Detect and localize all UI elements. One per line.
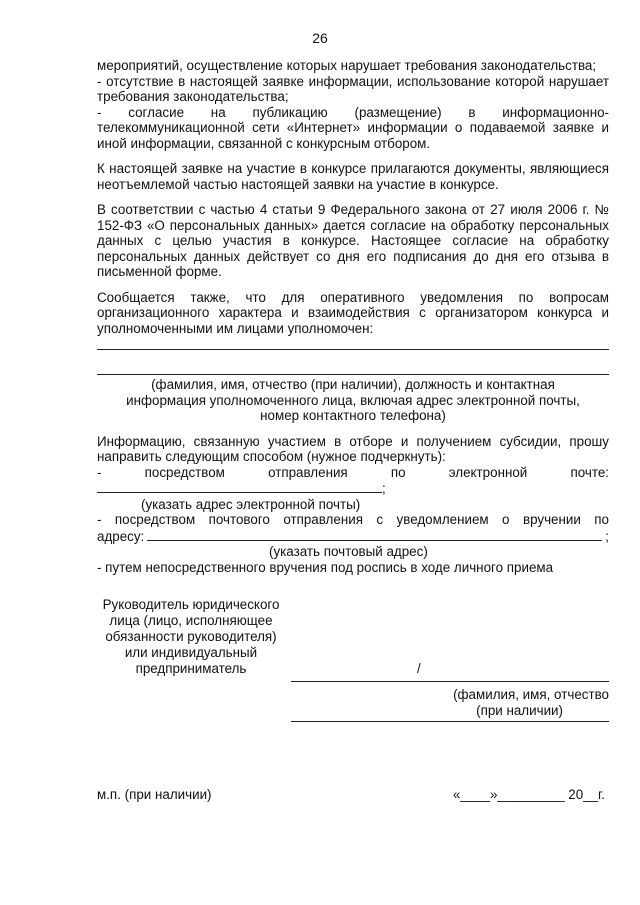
contact-fill-line-1[interactable]: [97, 349, 609, 350]
signature-bottom-line: [291, 721, 609, 722]
paragraph-attached-documents: К настоящей заявке на участие в конкурсе прилагаются документы, являющиеся неотъемлемой частью настоящей заявки на участие в конкурсе.: [97, 161, 609, 192]
post-semicolon: ;: [605, 528, 609, 544]
footer-row: [97, 787, 605, 802]
post-fill-row: [97, 528, 609, 545]
role-line: лица (лицо, исполняющее: [109, 613, 273, 628]
email-fill-row: [97, 480, 609, 497]
date-field[interactable]: «____»_________ 20__г.: [452, 787, 605, 802]
signature-name-caption: [291, 687, 609, 719]
signature-block: [97, 597, 609, 737]
page-number: 26: [312, 30, 328, 46]
paragraph-publication-consent: - согласие на публикацию (размещение) в информационно-телекоммуникационной сети «Интернет» информации о подаваемой заявке и иной информации, связанной с конкурсным отбором.: [97, 104, 609, 151]
paragraph-no-illegal-info: - отсутствие в настоящей заявке информации, использование которой нарушает требования законодательства;: [97, 73, 609, 104]
role-line: предприниматель: [135, 661, 247, 676]
paragraph-violations-cont: мероприятий, осуществление которых нарушает требования законодательства;: [97, 58, 597, 73]
signature-slash: /: [417, 661, 421, 676]
option-personal: - путем непосредственного вручения под роспись в ходе личного приема: [97, 559, 554, 575]
contact-fill-line-2[interactable]: [97, 374, 609, 375]
document-body: [97, 58, 609, 737]
name-caption-line: (фамилия, имя, отчество: [453, 687, 609, 702]
email-caption: (указать адрес электронной почты): [141, 496, 361, 512]
role-line: обязанности руководителя): [105, 629, 277, 644]
post-address-label: адресу:: [97, 528, 145, 544]
paragraph-delivery-method: Информацию, связанную участием в отборе и получением субсидии, прошу направить следующим способом (нужное подчеркнуть):: [97, 433, 609, 464]
paragraph-authorized-person: Сообщается также, что для оперативного уведомления по вопросам организационного характера и взаимодействия с организатором конкурса и уполномоченными им лицами уполномочен:: [97, 289, 609, 336]
email-semicolon: ;: [382, 481, 386, 496]
stamp-label: м.п. (при наличии): [97, 787, 212, 802]
signature-line[interactable]: [291, 681, 609, 682]
paragraph-personal-data-consent: В соответствии с частью 4 статьи 9 Федерального закона от 27 июля 2006 г. № 152-ФЗ «О персональных данных» дается согласие на обработку персональных данных с целью участия в конкурсе. Настоящее согласие на обработку персональных данных действует со дня его подписания до дня его отзыва в письменной форме.: [97, 202, 609, 279]
post-caption: (указать почтовый адрес): [269, 544, 428, 559]
role-line: или индивидуальный: [124, 645, 258, 660]
name-caption-line: (при наличии): [476, 703, 563, 718]
email-fill-line[interactable]: [97, 480, 382, 493]
role-line: Руководитель юридического: [102, 597, 280, 612]
signatory-role: [97, 597, 285, 677]
option-email: - посредством отправления по электронной почте:: [97, 464, 609, 480]
post-address-fill-line[interactable]: [147, 528, 602, 541]
contact-caption: (фамилия, имя, отчество (при наличии), должность и контактная информация уполномоченного лица, включая адрес электронной почты, номер контактного телефона): [126, 377, 580, 423]
option-post: - посредством почтового отправления с уведомлением о вручении по: [97, 512, 609, 527]
